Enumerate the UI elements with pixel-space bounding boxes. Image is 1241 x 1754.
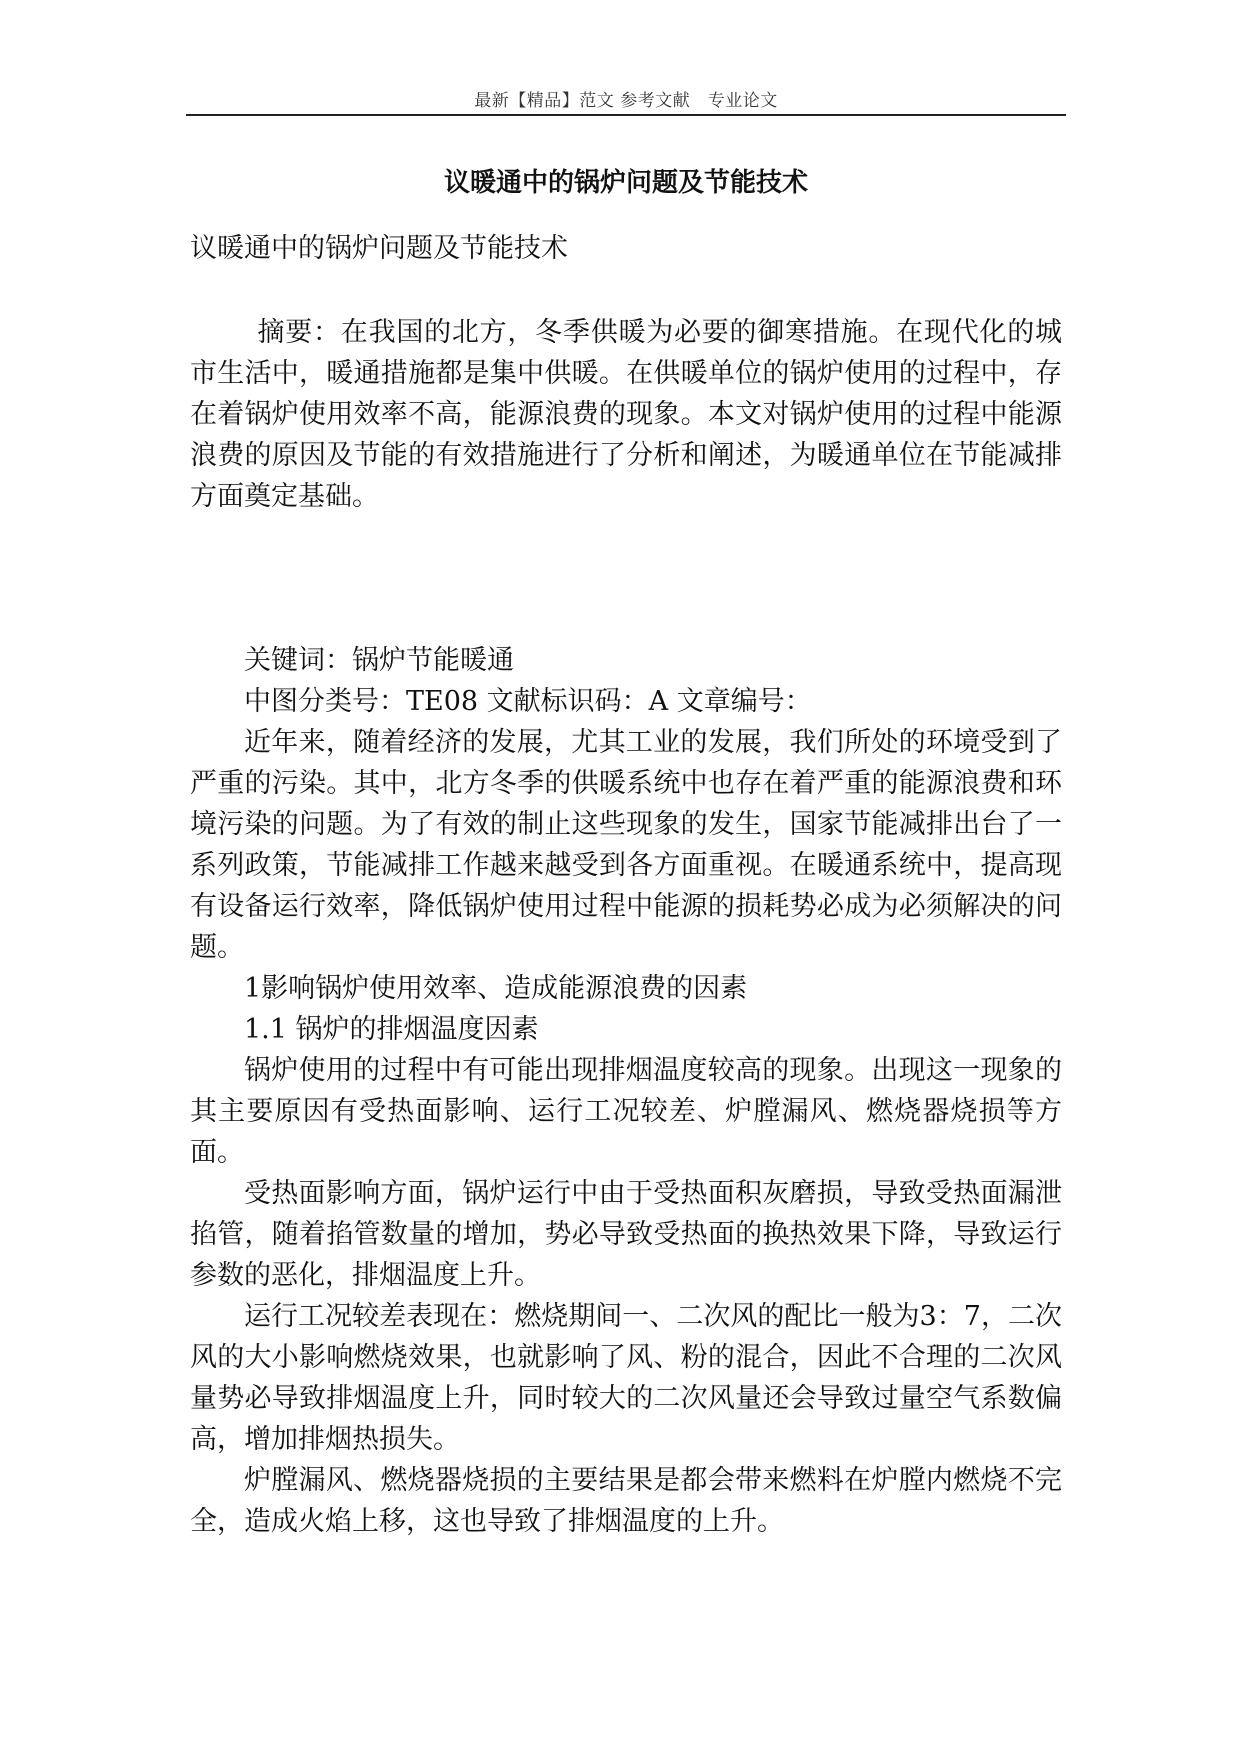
body-paragraph: 运行工况较差表现在：燃烧期间一、二次风的配比一般为3：7，二次风的大小影响燃烧效果，也就影响了风、粉的混合，因此不合理的二次风量势必导致排烟温度上升，同时较大的二次风量还会导致过量空气系数偏高，增加排烟热损失。 <box>190 1301 1062 1455</box>
document-body <box>190 312 1062 1542</box>
document-title: 议暖通中的锅炉问题及节能技术 <box>443 168 808 198</box>
section-heading: 1影响锅炉使用效率、造成能源浪费的因素 <box>244 973 748 1004</box>
document-subtitle: 议暖通中的锅炉问题及节能技术 <box>190 233 568 264</box>
subsection-heading: 1.1 锅炉的排烟温度因素 <box>244 1014 539 1045</box>
spacer <box>190 517 1062 640</box>
body-paragraph: 受热面影响方面，锅炉运行中由于受热面积灰磨损，导致受热面漏泄掐管，随着掐管数量的增加，势必导致受热面的换热效果下降，导致运行参数的恶化，排烟温度上升。 <box>190 1178 1062 1291</box>
body-paragraph: 锅炉使用的过程中有可能出现排烟温度较高的现象。出现这一现象的其主要原因有受热面影响、运行工况较差、炉膛漏风、燃烧器烧损等方面。 <box>190 1055 1062 1168</box>
page-header-text: 最新【精品】范文 参考文献 专业论文 <box>474 91 778 111</box>
abstract-paragraph: 摘要：在我国的北方，冬季供暖为必要的御寒措施。在现代化的城市生活中，暖通措施都是集中供暖。在供暖单位的锅炉使用的过程中，存在着锅炉使用效率不高，能源浪费的现象。本文对锅炉使用的过程中能源浪费的原因及节能的有效措施进行了分析和阐述，为暖通单位在节能减排方面奠定基础。 <box>190 317 1062 512</box>
header-divider <box>186 114 1066 116</box>
keywords-line: 关键词：锅炉节能暖通 <box>244 645 514 676</box>
body-paragraph: 近年来，随着经济的发展，尤其工业的发展，我们所处的环境受到了严重的污染。其中，北方冬季的供暖系统中也存在着严重的能源浪费和环境污染的问题。为了有效的制止这些现象的发生，国家节能减排出台了一系列政策，节能减排工作越来越受到各方面重视。在暖通系统中，提高现有设备运行效率，降低锅炉使用过程中能源的损耗势必成为必须解决的问题。 <box>190 727 1062 963</box>
body-paragraph: 炉膛漏风、燃烧器烧损的主要结果是都会带来燃料在炉膛内燃烧不完全，造成火焰上移，这也导致了排烟温度的上升。 <box>190 1465 1062 1537</box>
classification-line: 中图分类号：TE08 文献标识码：A 文章编号： <box>244 686 812 717</box>
